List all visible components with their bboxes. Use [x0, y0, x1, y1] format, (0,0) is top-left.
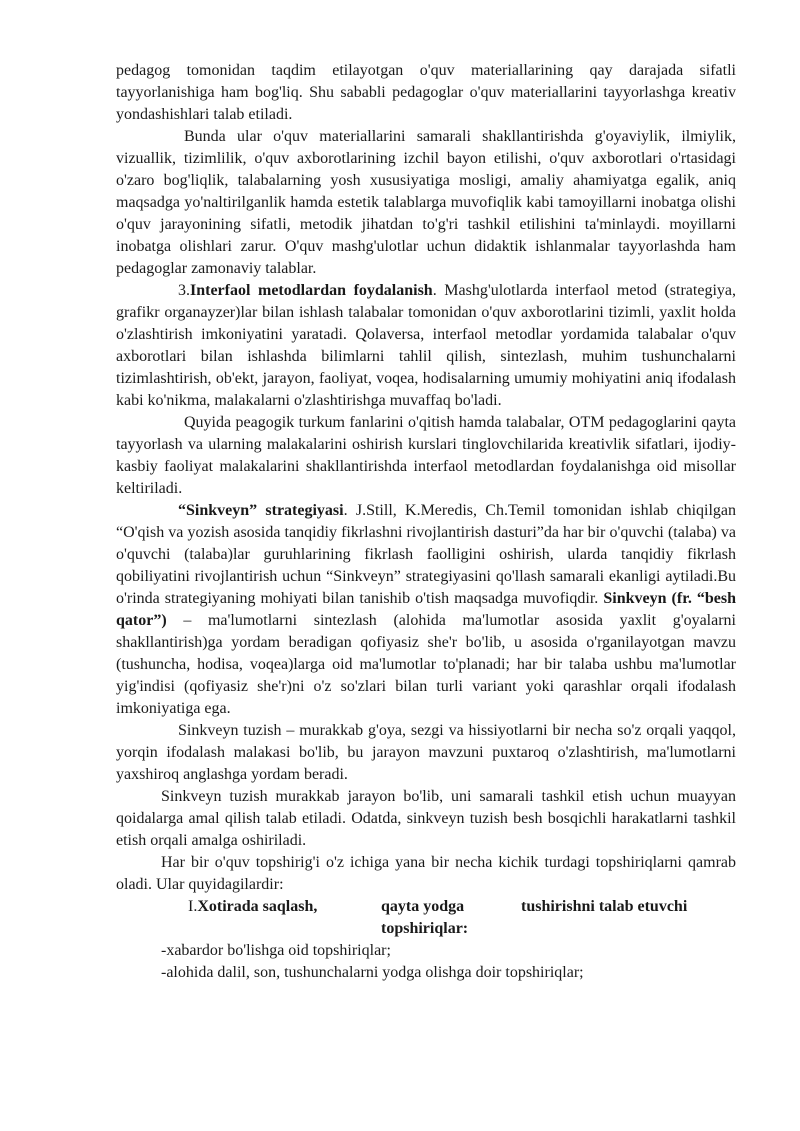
paragraph-4: Quyida peagogik turkum fanlarini o'qitish hamda talabalar, OTM pedagoglarini qayta tayyorlash va ularning malakalarini oshirish kurslari tinglovchilarida kreativlik sifatlari, ijodiy-kasbiy faoliyat malakalarini shakllantirishda interfaol metodlardan foydalanishga oid misollar keltiriladi.	[116, 414, 736, 497]
paragraph-8: Har bir o'quv topshirig'i o'z ichiga yana bir necha kichik turdagi topshiriqlarni qamrab oladi. Ular quyidagilardir:	[116, 854, 736, 893]
subheading-part-2b: topshiriqlar:	[381, 920, 469, 937]
section-number: 3.	[178, 282, 190, 299]
paragraph-3-text: . Mashg'ulotlarda interfaol metod (strategiya, grafikr organayzer)lar bilan ishlash talabalar tomonidan o'quv axborotlarini tizimli, yaxlit holda o'zlashtirish imkoniyatini yaratadi. Qolaversa, interfaol metodlar yordamida talabalar o'quv axborotlari bilan ishlashda bilimlarni tahlil qilish, sintezlash, muhim tushunchalarni tizimlashtirish, ob'ekt, jarayon, faoliyat, voqea, hodisalarning umumiy mohiyatini aniq ifodalash kabi ko'nikma, malakalarni o'zlashtirishga muvaffaq bo'ladi.	[116, 282, 737, 409]
strategy-title: “Sinkveyn” strategiyasi	[178, 502, 344, 519]
paragraph-5	[116, 500, 736, 720]
paragraph-6: Sinkveyn tuzish – murakkab g'oya, sezgi va hissiyotlarni bir necha so'z orqali yaqqol, yorqin ifodalash malakasi bo'lib, bu jarayon mavzuni puxtaroq o'zlashtirish, ma'lumotlarni yaxshiroq anglashga yordam beradi.	[116, 722, 736, 783]
subheading-col-2	[381, 896, 521, 940]
subheading-col-1	[116, 896, 381, 940]
subheading-part-1: Xotirada saqlash,	[197, 898, 318, 915]
sinkveyn-definition-title: Sinkveyn (fr. “besh qator”)	[116, 590, 736, 629]
paragraph-7: Sinkveyn tuzish murakkab jarayon bo'lib, uni samarali tashkil etish uchun muayyan qoidalarga amal qilish talab etiladi. Odatda, sinkveyn tuzish besh bosqichli harakatlarni tashkil etish orqali amalga oshiriladi.	[116, 788, 736, 849]
paragraph-2: Bunda ular o'quv materiallarini samarali shakllantirishda g'oyaviylik, ilmiylik, vizuallik, tizimlilik, o'quv axborotlarining izchil bayon etilishi, o'quv axborotlari o'rtasidagi o'zaro bog'liqlik, talabalarning yosh xususiyatiga mosligi, amaliy ahamiyatga egalik, aniq maqsadga yo'naltirilganlik hamda estetik talablarga muvofiqlik kabi tamoyillarni inobatga olishi o'quv jarayonining sifatli, metodik jihatdan to'g'ri tashkil etilishini ta'minlaydi. moyillarni inobatga olishlari zarur. O'quv mashg'ulotlar uchun didaktik ishlanmalar tayyorlashda ham pedagoglar zamonaviy talablar.	[116, 128, 736, 277]
subheading	[116, 896, 736, 940]
paragraph-1: pedagog tomonidan taqdim etilayotgan o'quv materiallarining qay darajada sifatli tayyorlanishiga ham bog'liq. Shu sababli pedagoglar o'quv materiallarini tayyorlashga kreativ yondashishlari talab etiladi.	[116, 62, 736, 123]
list-item: -alohida dalil, son, tushunchalarni yodga olishga doir topshiriqlar;	[161, 964, 584, 981]
list-item: -xabardor bo'lishga oid topshiriqlar;	[161, 942, 391, 959]
section-title: Interfaol metodlardan foydalanish	[190, 282, 433, 299]
subheading-number: I.	[188, 898, 198, 915]
paragraph-3	[116, 280, 736, 412]
paragraph-5-text-a: . J.Still, K.Meredis, Ch.Temil tomonidan ishlab chiqilgan “O'qish va yozish asosida tanqidiy fikrlashni rivojlantirish dasturi”da har bir o'quvchi (talaba) va o'quvchi (talaba)lar guruhlarining fikrlash faolligini oshirish, ularda tanqidiy fikrlash qobiliyatini rivojlantirish uchun “Sinkveyn” strategiyasini qo'llash samarali ekanligi aytiladi.Bu o'rinda strategiyaning mohiyati bilan tanishib o'tish maqsadga muvofiqdir.	[116, 502, 737, 607]
subheading-part-2: qayta yodga	[381, 898, 465, 915]
document-page	[116, 60, 736, 984]
paragraph-5-text-b: – ma'lumotlarni sintezlash (alohida ma'lumotlar asosida yaxlit g'oyalarni shakllantirish)ga yordam beradigan qofiyasiz she'r bo'lib, u asosida o'rganilayotgan mavzu (tushuncha, hodisa, voqea)larga oid ma'lumotlar to'planadi; har bir talaba ushbu ma'lumotlar yig'indisi (qofiyasiz she'r)ni o'z so'zlari bilan turli variant yoki qarashlar orqali ifodalash imkoniyatiga ega.	[116, 612, 736, 717]
subheading-col-3: tushirishni talab etuvchi	[521, 898, 688, 915]
